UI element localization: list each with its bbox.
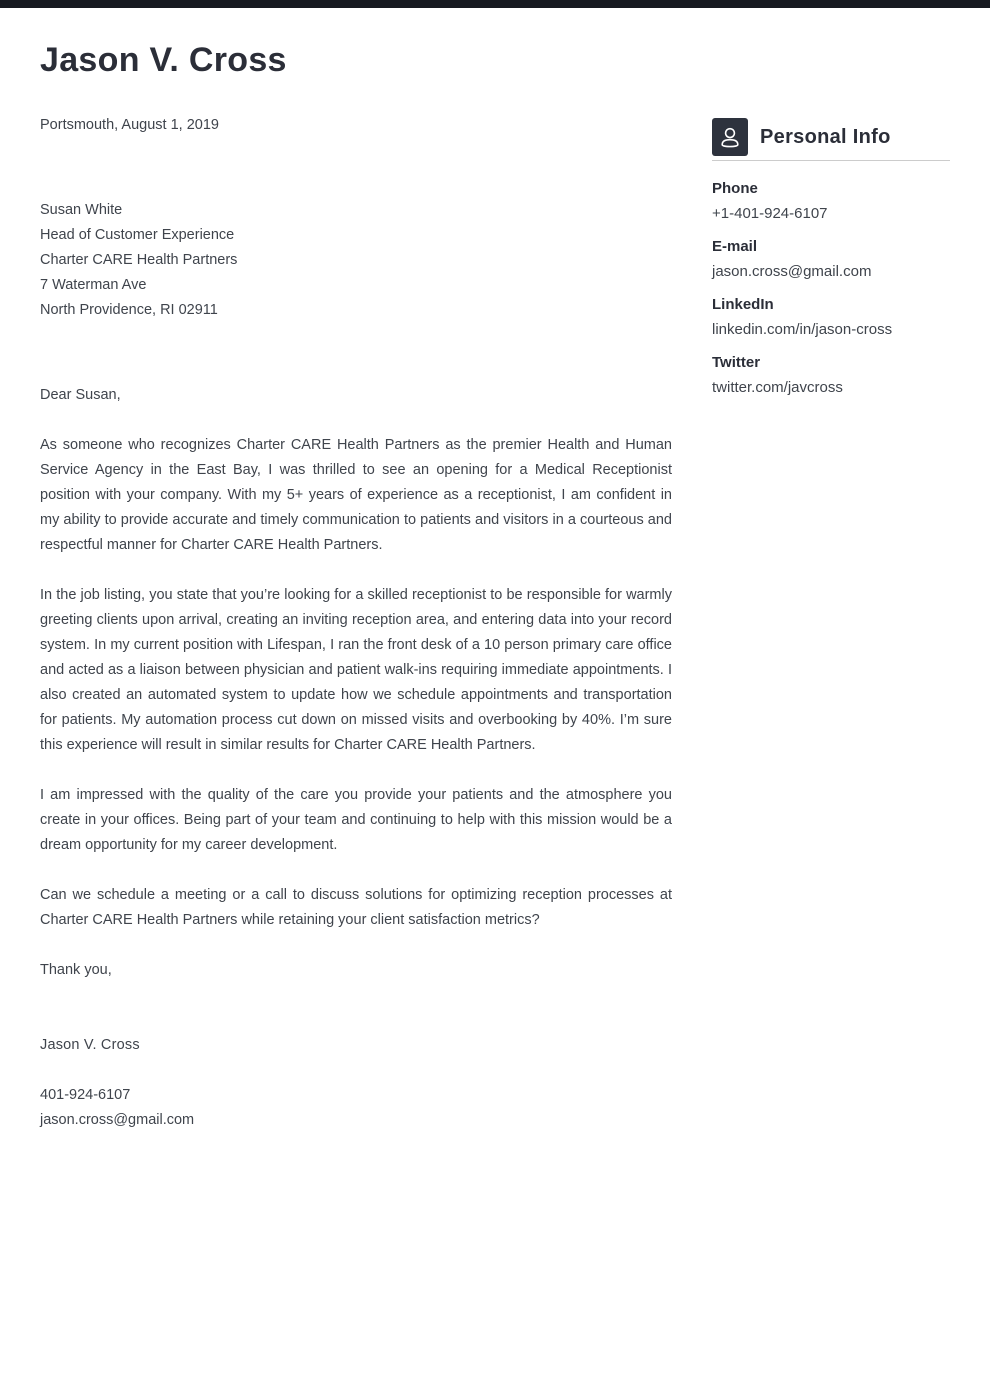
twitter-label: Twitter: [712, 354, 761, 371]
paragraph-motivation: I am impressed with the quality of the care you provide your patients and the atmosphere you create in your offices. Being part of your team and continuing to help with this mission would be a dream opportunity for my career development.: [40, 787, 672, 853]
sidebar-entry-phone: [712, 176, 950, 226]
page-title: Jason V. Cross: [40, 41, 287, 79]
salutation: Dear Susan,: [40, 387, 121, 403]
recipient-city: North Providence, RI 02911: [40, 302, 218, 318]
paragraph-intro: As someone who recognizes Charter CARE Health Partners as the premier Health and Human Service Agency in the East Bay, I was thrilled to see an opening for a Medical Receptionist position with your company. With my 5+ years of experience as a receptionist, I am confident in my ability to provide accurate and timely communication to patients and visitors in a courteous and respectful manner for Charter CARE Health Partners.: [40, 437, 672, 553]
top-accent-bar: [0, 0, 990, 8]
closing: Thank you,: [40, 962, 112, 978]
sidebar-title: Personal Info: [760, 125, 891, 148]
recipient-street: 7 Waterman Ave: [40, 277, 147, 293]
sidebar-entry-twitter: [712, 350, 950, 400]
linkedin-label: LinkedIn: [712, 296, 774, 313]
sidebar-entries: [712, 176, 950, 400]
letter-body-column: [40, 113, 672, 1133]
personal-info-header: [712, 118, 950, 161]
personal-info-sidebar: [712, 118, 950, 408]
sidebar-entry-linkedin: [712, 292, 950, 342]
cover-letter-page: [0, 8, 990, 1133]
paragraph-call-to-action: Can we schedule a meeting or a call to discuss solutions for optimizing reception processes at Charter CARE Health Partners while retaining your client satisfaction metrics?: [40, 887, 672, 928]
email-label: E-mail: [712, 238, 758, 255]
recipient-role: Head of Customer Experience: [40, 227, 235, 243]
signature-name: Jason V. Cross: [40, 1037, 140, 1053]
paragraph-experience: In the job listing, you state that you’re looking for a skilled receptionist to be responsible for warmly greeting clients upon arrival, creating an inviting reception area, and entering data into your record system. In my current position with Lifespan, I ran the front desk of a 10 person primary care office and acted as a liaison between physician and patient walk-ins requiring immediate appointments. I also created an automated system to update how we schedule appointments and transportation for patients. My automation process cut down on missed visits and overbooking by 40%. I’m sure this experience will result in similar results for Charter CARE Health Partners.: [40, 587, 672, 753]
twitter-value: twitter.com/javcross: [712, 379, 843, 396]
signature-phone: 401-924-6107: [40, 1087, 131, 1103]
recipient-company: Charter CARE Health Partners: [40, 252, 238, 268]
email-value: jason.cross@gmail.com: [712, 263, 872, 280]
sidebar-entry-email: [712, 234, 950, 284]
signature-email: jason.cross@gmail.com: [40, 1112, 195, 1128]
phone-label: Phone: [712, 180, 758, 197]
phone-value: +1-401-924-6107: [712, 205, 828, 222]
recipient-block: [40, 198, 672, 323]
linkedin-value: linkedin.com/in/jason-cross: [712, 321, 893, 338]
person-icon: [712, 118, 748, 156]
recipient-name: Susan White: [40, 202, 123, 218]
date-line: Portsmouth, August 1, 2019: [40, 117, 219, 133]
